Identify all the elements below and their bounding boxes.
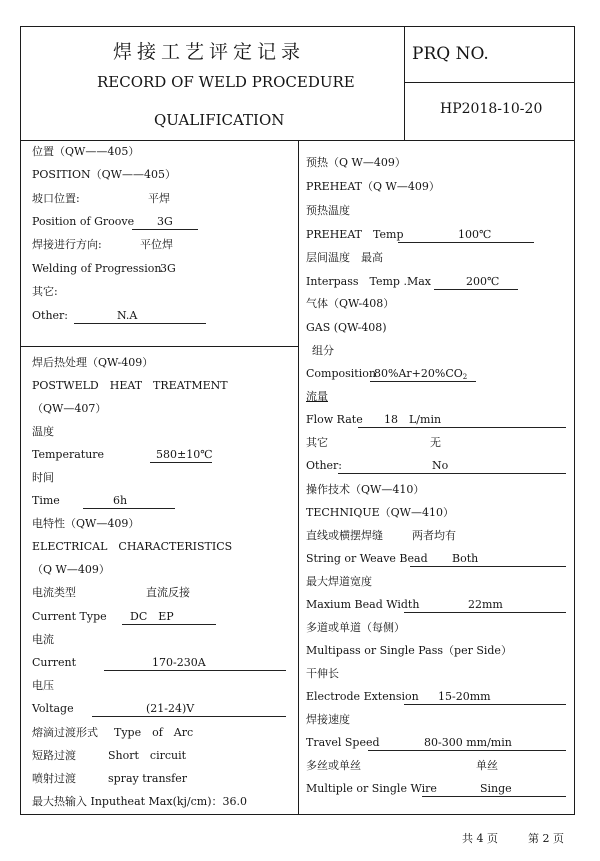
other-value-en: N.A bbox=[117, 309, 138, 322]
pwht-heading-cn: 焊后热处理（QW-409） bbox=[32, 356, 154, 369]
extension-label-en: Electrode Extension bbox=[306, 690, 419, 703]
pwht-time-underline bbox=[83, 508, 175, 509]
electrical-heading-cn: 电特性（QW—409） bbox=[32, 517, 140, 530]
speed-underline bbox=[368, 750, 566, 751]
electrical-heading-en: ELECTRICAL CHARACTERISTICS bbox=[32, 540, 233, 553]
flow-underline bbox=[358, 427, 566, 428]
short-circuit-en: Short circuit bbox=[108, 749, 187, 762]
speed-label-cn: 焊接速度 bbox=[306, 713, 350, 726]
voltage-underline bbox=[92, 716, 286, 717]
bead-underline bbox=[410, 566, 566, 567]
pwht-heading-code: （QW—407） bbox=[32, 402, 107, 415]
composition-value-text: 80%Ar+20%CO bbox=[374, 367, 463, 380]
pwht-time-value: 6h bbox=[113, 494, 128, 507]
gas-heading-en: GAS (QW-408) bbox=[306, 321, 387, 334]
wire-label-en: Multiple or Single Wire bbox=[306, 782, 437, 795]
interpass-underline bbox=[434, 289, 518, 290]
spray-cn: 喷射过渡 bbox=[32, 772, 76, 785]
other-label-en: Other: bbox=[32, 309, 68, 322]
prq-label: PRQ NO. bbox=[412, 44, 489, 64]
pass-label-cn: 多道或单道（每侧） bbox=[306, 621, 405, 634]
pwht-temp-label-en: Temperature bbox=[32, 448, 105, 461]
composition-label-cn: 组分 bbox=[312, 344, 334, 357]
extension-underline bbox=[404, 704, 566, 705]
prq-value: HP2018-10-20 bbox=[440, 101, 543, 117]
width-label-en: Maxium Bead Width bbox=[306, 598, 420, 611]
prq-divider bbox=[404, 82, 575, 83]
width-underline bbox=[404, 612, 566, 613]
current-type-value-en: DC EP bbox=[130, 610, 174, 623]
wire-value-en: Singe bbox=[480, 782, 512, 795]
preheat-heading-en: PREHEAT（Q W—409） bbox=[306, 180, 440, 193]
gas-heading-cn: 气体（QW-408） bbox=[306, 297, 395, 310]
interpass-label-cn: 层间温度 最高 bbox=[306, 251, 383, 264]
current-label-cn: 电流 bbox=[32, 633, 54, 646]
groove-value-en: 3G bbox=[157, 215, 173, 228]
voltage-label-cn: 电压 bbox=[32, 679, 54, 692]
current-type-label-en: Current Type bbox=[32, 610, 107, 623]
flow-label-en: Flow Rate bbox=[306, 413, 363, 426]
bead-label-en: String or Weave Bead bbox=[306, 552, 428, 565]
interpass-value: 200℃ bbox=[466, 275, 500, 288]
wire-label-cn: 多丝或单丝 bbox=[306, 759, 361, 772]
pwht-time-label-en: Time bbox=[32, 494, 60, 507]
pwht-time-label-cn: 时间 bbox=[32, 471, 54, 484]
progression-value-cn: 平位焊 bbox=[140, 238, 173, 251]
extension-label-cn: 干伸长 bbox=[306, 667, 339, 680]
width-label-cn: 最大焊道宽度 bbox=[306, 575, 372, 588]
pass-label-en: Multipass or Single Pass（per Side） bbox=[306, 644, 512, 657]
gas-other-underline bbox=[338, 473, 566, 474]
flow-label-cn: 流量 bbox=[306, 390, 328, 403]
header-column-divider bbox=[404, 26, 405, 140]
current-type-underline bbox=[122, 624, 216, 625]
current-type-label-cn: 电流类型 bbox=[32, 586, 76, 599]
extension-value: 15-20mm bbox=[438, 690, 491, 703]
short-circuit-cn: 短路过渡 bbox=[32, 749, 76, 762]
technique-heading-en: TECHNIQUE（QW—410） bbox=[306, 506, 454, 519]
electrical-heading-code: （Q W—409） bbox=[32, 563, 110, 576]
left-section-divider bbox=[20, 346, 298, 347]
groove-label-cn: 坡口位置: bbox=[32, 192, 80, 205]
wire-underline bbox=[422, 796, 566, 797]
transfer-label-en: Type of Arc bbox=[114, 726, 194, 739]
pwht-temp-label-cn: 温度 bbox=[32, 425, 54, 438]
position-heading-cn: 位置（QW——405） bbox=[32, 145, 140, 158]
gas-other-label-cn: 其它 bbox=[306, 436, 328, 449]
width-value: 22mm bbox=[468, 598, 503, 611]
body-column-divider bbox=[298, 140, 299, 815]
gas-other-label-en: Other: bbox=[306, 459, 342, 472]
gas-other-value-cn: 无 bbox=[430, 436, 441, 449]
bead-value-en: Both bbox=[452, 552, 479, 565]
preheat-temp-underline bbox=[398, 242, 534, 243]
current-label-en: Current bbox=[32, 656, 77, 669]
preheat-temp-value: 100℃ bbox=[458, 228, 492, 241]
speed-label-en: Travel Speed bbox=[306, 736, 380, 749]
composition-underline bbox=[370, 381, 476, 382]
interpass-label-en: Interpass Temp .Max bbox=[306, 275, 431, 288]
flow-value: 18 L/min bbox=[384, 413, 442, 426]
composition-subscript: 2 bbox=[462, 373, 468, 381]
current-underline bbox=[104, 670, 286, 671]
other-underline bbox=[74, 323, 206, 324]
preheat-temp-label-en: PREHEAT Temp bbox=[306, 228, 404, 241]
voltage-value: (21-24)V bbox=[146, 702, 195, 715]
speed-value: 80-300 mm/min bbox=[424, 736, 512, 749]
title-en-line2: QUALIFICATION bbox=[154, 111, 285, 129]
spray-en: spray transfer bbox=[108, 772, 188, 785]
preheat-temp-label-cn: 预热温度 bbox=[306, 204, 350, 217]
current-type-value-cn: 直流反接 bbox=[146, 586, 190, 599]
preheat-heading-cn: 预热（Q W—409） bbox=[306, 156, 406, 169]
bead-value-cn: 两者均有 bbox=[412, 529, 456, 542]
pwht-temp-value: 580±10℃ bbox=[156, 448, 213, 461]
bead-label-cn: 直线或横摆焊缝 bbox=[306, 529, 383, 542]
gas-other-value-en: No bbox=[432, 459, 449, 472]
composition-label-en: Composition bbox=[306, 367, 376, 380]
progression-label-en: Welding of Progression bbox=[32, 262, 162, 275]
pwht-heading-en: POSTWELD HEAT TREATMENT bbox=[32, 379, 228, 392]
other-label-cn: 其它: bbox=[32, 285, 58, 298]
max-heat-input: 最大热输入 Inputheat Max(kj/cm)：36.0 bbox=[32, 795, 248, 808]
position-heading-en: POSITION（QW——405） bbox=[32, 168, 176, 181]
transfer-label-cn: 熔滴过渡形式 bbox=[32, 726, 98, 739]
footer-total-pages: 共 4 页 bbox=[462, 832, 498, 845]
technique-heading-cn: 操作技术（QW—410） bbox=[306, 483, 425, 496]
progression-label-cn: 焊接进行方向: bbox=[32, 238, 102, 251]
progression-value-en: 3G bbox=[160, 262, 176, 275]
wire-value-cn: 单丝 bbox=[476, 759, 498, 772]
pwht-temp-underline bbox=[150, 462, 212, 463]
groove-underline bbox=[132, 229, 198, 230]
footer-page-number: 第 2 页 bbox=[528, 832, 564, 845]
groove-label-en: Position of Groove bbox=[32, 215, 135, 228]
current-value: 170-230A bbox=[152, 656, 206, 669]
groove-value-cn: 平焊 bbox=[148, 192, 170, 205]
voltage-label-en: Voltage bbox=[32, 702, 74, 715]
title-en-line1: RECORD OF WELD PROCEDURE bbox=[97, 73, 355, 91]
title-cn: 焊接工艺评定记录 bbox=[113, 41, 306, 63]
